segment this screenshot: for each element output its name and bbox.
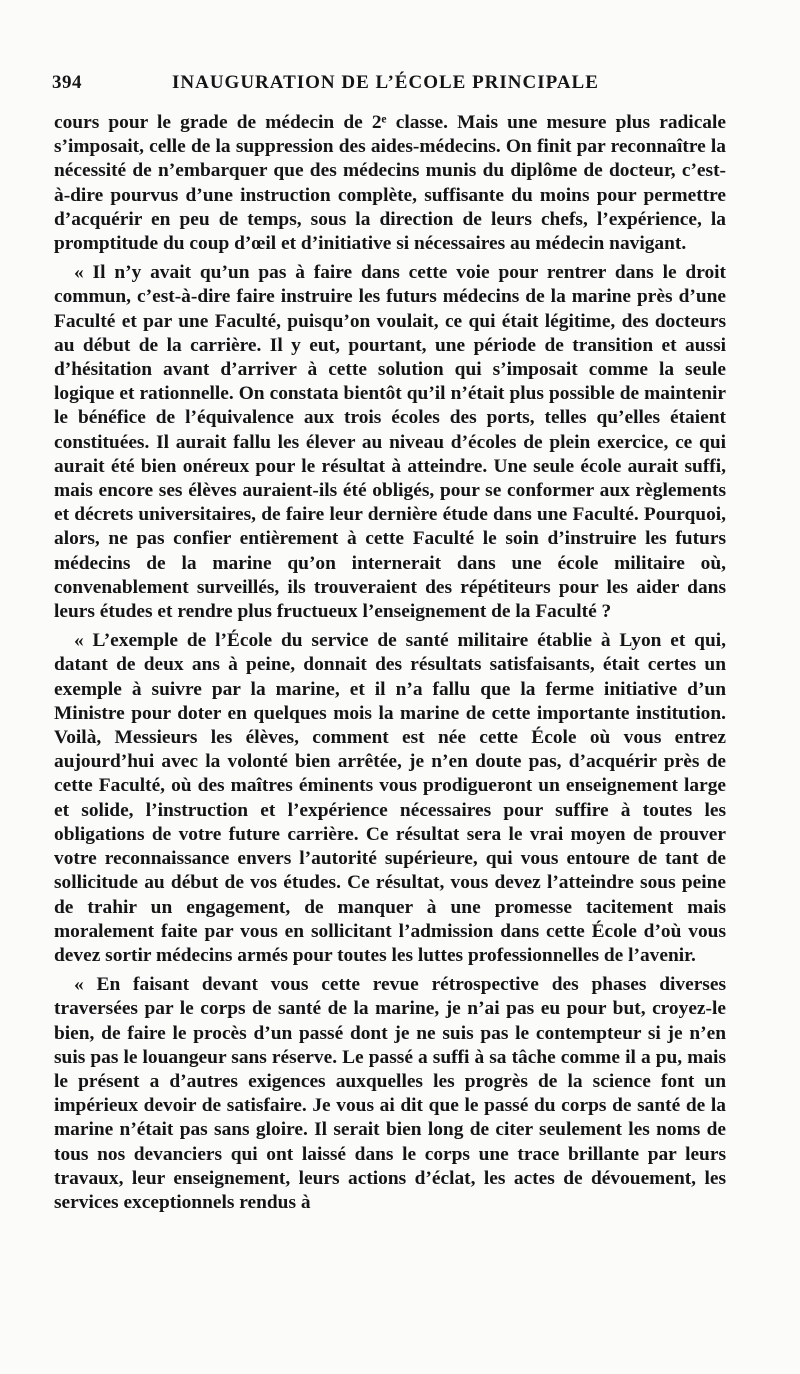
paragraph-droit-commun: « Il n’y avait qu’un pas à faire dans cette voie pour rentrer dans le droit commun, c’est-à-dire faire instruire les futurs médecins de la marine près d’une Faculté et par une Faculté, puisqu’on voulait, ce qui était légitime, des docteurs au début de la carrière. Il y eut, pourtant, une période de transition et aussi d’hésitation avant d’arriver à cette solution qui s’imposait comme la seule logique et rationnelle. On constata bientôt qu’il n’était plus possible de maintenir le bénéfice de l’équivalence aux trois écoles des ports, telles qu’elles étaient constituées. Il aurait fallu les élever au niveau d’écoles de plein exercice, ce qui aurait été bien onéreux pour le résultat à atteindre. Une seule école aurait suffi, mais encore ses élèves auraient-ils été obligés, pour se conformer aux règlements et décrets universitaires, de faire leur dernière étude dans une Faculté. Pourquoi, alors, ne pas confier entièrement à cette Faculté le soin d’instruire les futurs médecins de la marine qu’on internerait dans une école militaire où, convenablement surveillés, ils trouveraient des répétiteurs pour les aider dans leurs études et rendre plus fructueux l’enseignement de la Faculté ? [54, 262, 726, 623]
running-title: INAUGURATION DE L’ÉCOLE PRINCIPALE [172, 72, 599, 93]
paragraph-ecole-lyon: « L’exemple de l’École du service de santé militaire établie à Lyon et qui, datant de deux ans à peine, donnait des résultats satisfaisants, était certes un exemple à suivre par la marine, et il n’a fallu que la ferme initiative d’un Ministre pour doter en quelques mois la marine de cette importante institution. Voilà, Messieurs les élèves, comment est née cette École où vous entrez aujourd’hui avec la volonté bien arrêtée, je n’en doute pas, d’acquérir près de cette Faculté, où des maîtres éminents vous prodigueront un enseignement large et solide, l’instruction et l’expérience nécessaires pour suffire à toutes les obligations de votre future carrière. Ce résultat sera le vrai moyen de prouver votre reconnaissance envers l’autorité supérieure, qui vous entoure de tant de sollicitude au début de vos études. Ce résultat, vous devez l’atteindre sous peine de trahir un engagement, de manquer à une promesse tacitement mais moralement faite par vous en sollicitant l’admission dans cette École d’où vous devez sortir médecins armés pour toutes les luttes professionnelles de l’avenir. [54, 630, 726, 966]
body-text [54, 111, 726, 1219]
paragraph-revue-retrospective: « En faisant devant vous cette revue rétrospective des phases diverses traversées par le corps de santé de la marine, je n’ai pas eu pour but, croyez-le bien, de faire le procès d’un passé dont je ne suis pas le contempteur si je n’en suis pas le louangeur sans réserve. Le passé a suffi à sa tâche comme il a pu, mais le présent a d’autres exigences auxquelles les progrès de la science font un impérieux devoir de satisfaire. Je vous ai dit que le passé du corps de santé de la marine n’était pas sans gloire. Il serait bien long de citer seulement les noms de tous nos devanciers qui ont laissé dans le corps une trace brillante par leurs travaux, leur enseignement, leurs actions d’éclat, les actes de dévouement, les services exceptionnels rendus à [54, 974, 726, 1213]
page-number: 394 [52, 72, 82, 93]
page-header [52, 72, 728, 102]
paragraph-continuation: cours pour le grade de médecin de 2ᵉ classe. Mais une mesure plus radicale s’imposait, celle de la suppression des aides-médecins. On finit par reconnaître la nécessité de n’embarquer que des médecins munis du diplôme de docteur, c’est-à-dire pourvus d’une instruction complète, suffisante du moins pour permettre d’acquérir en peu de temps, sous la direction de leurs chefs, l’expérience, la promptitude du coup d’œil et d’initiative si nécessaires au médecin navigant. [54, 112, 726, 255]
